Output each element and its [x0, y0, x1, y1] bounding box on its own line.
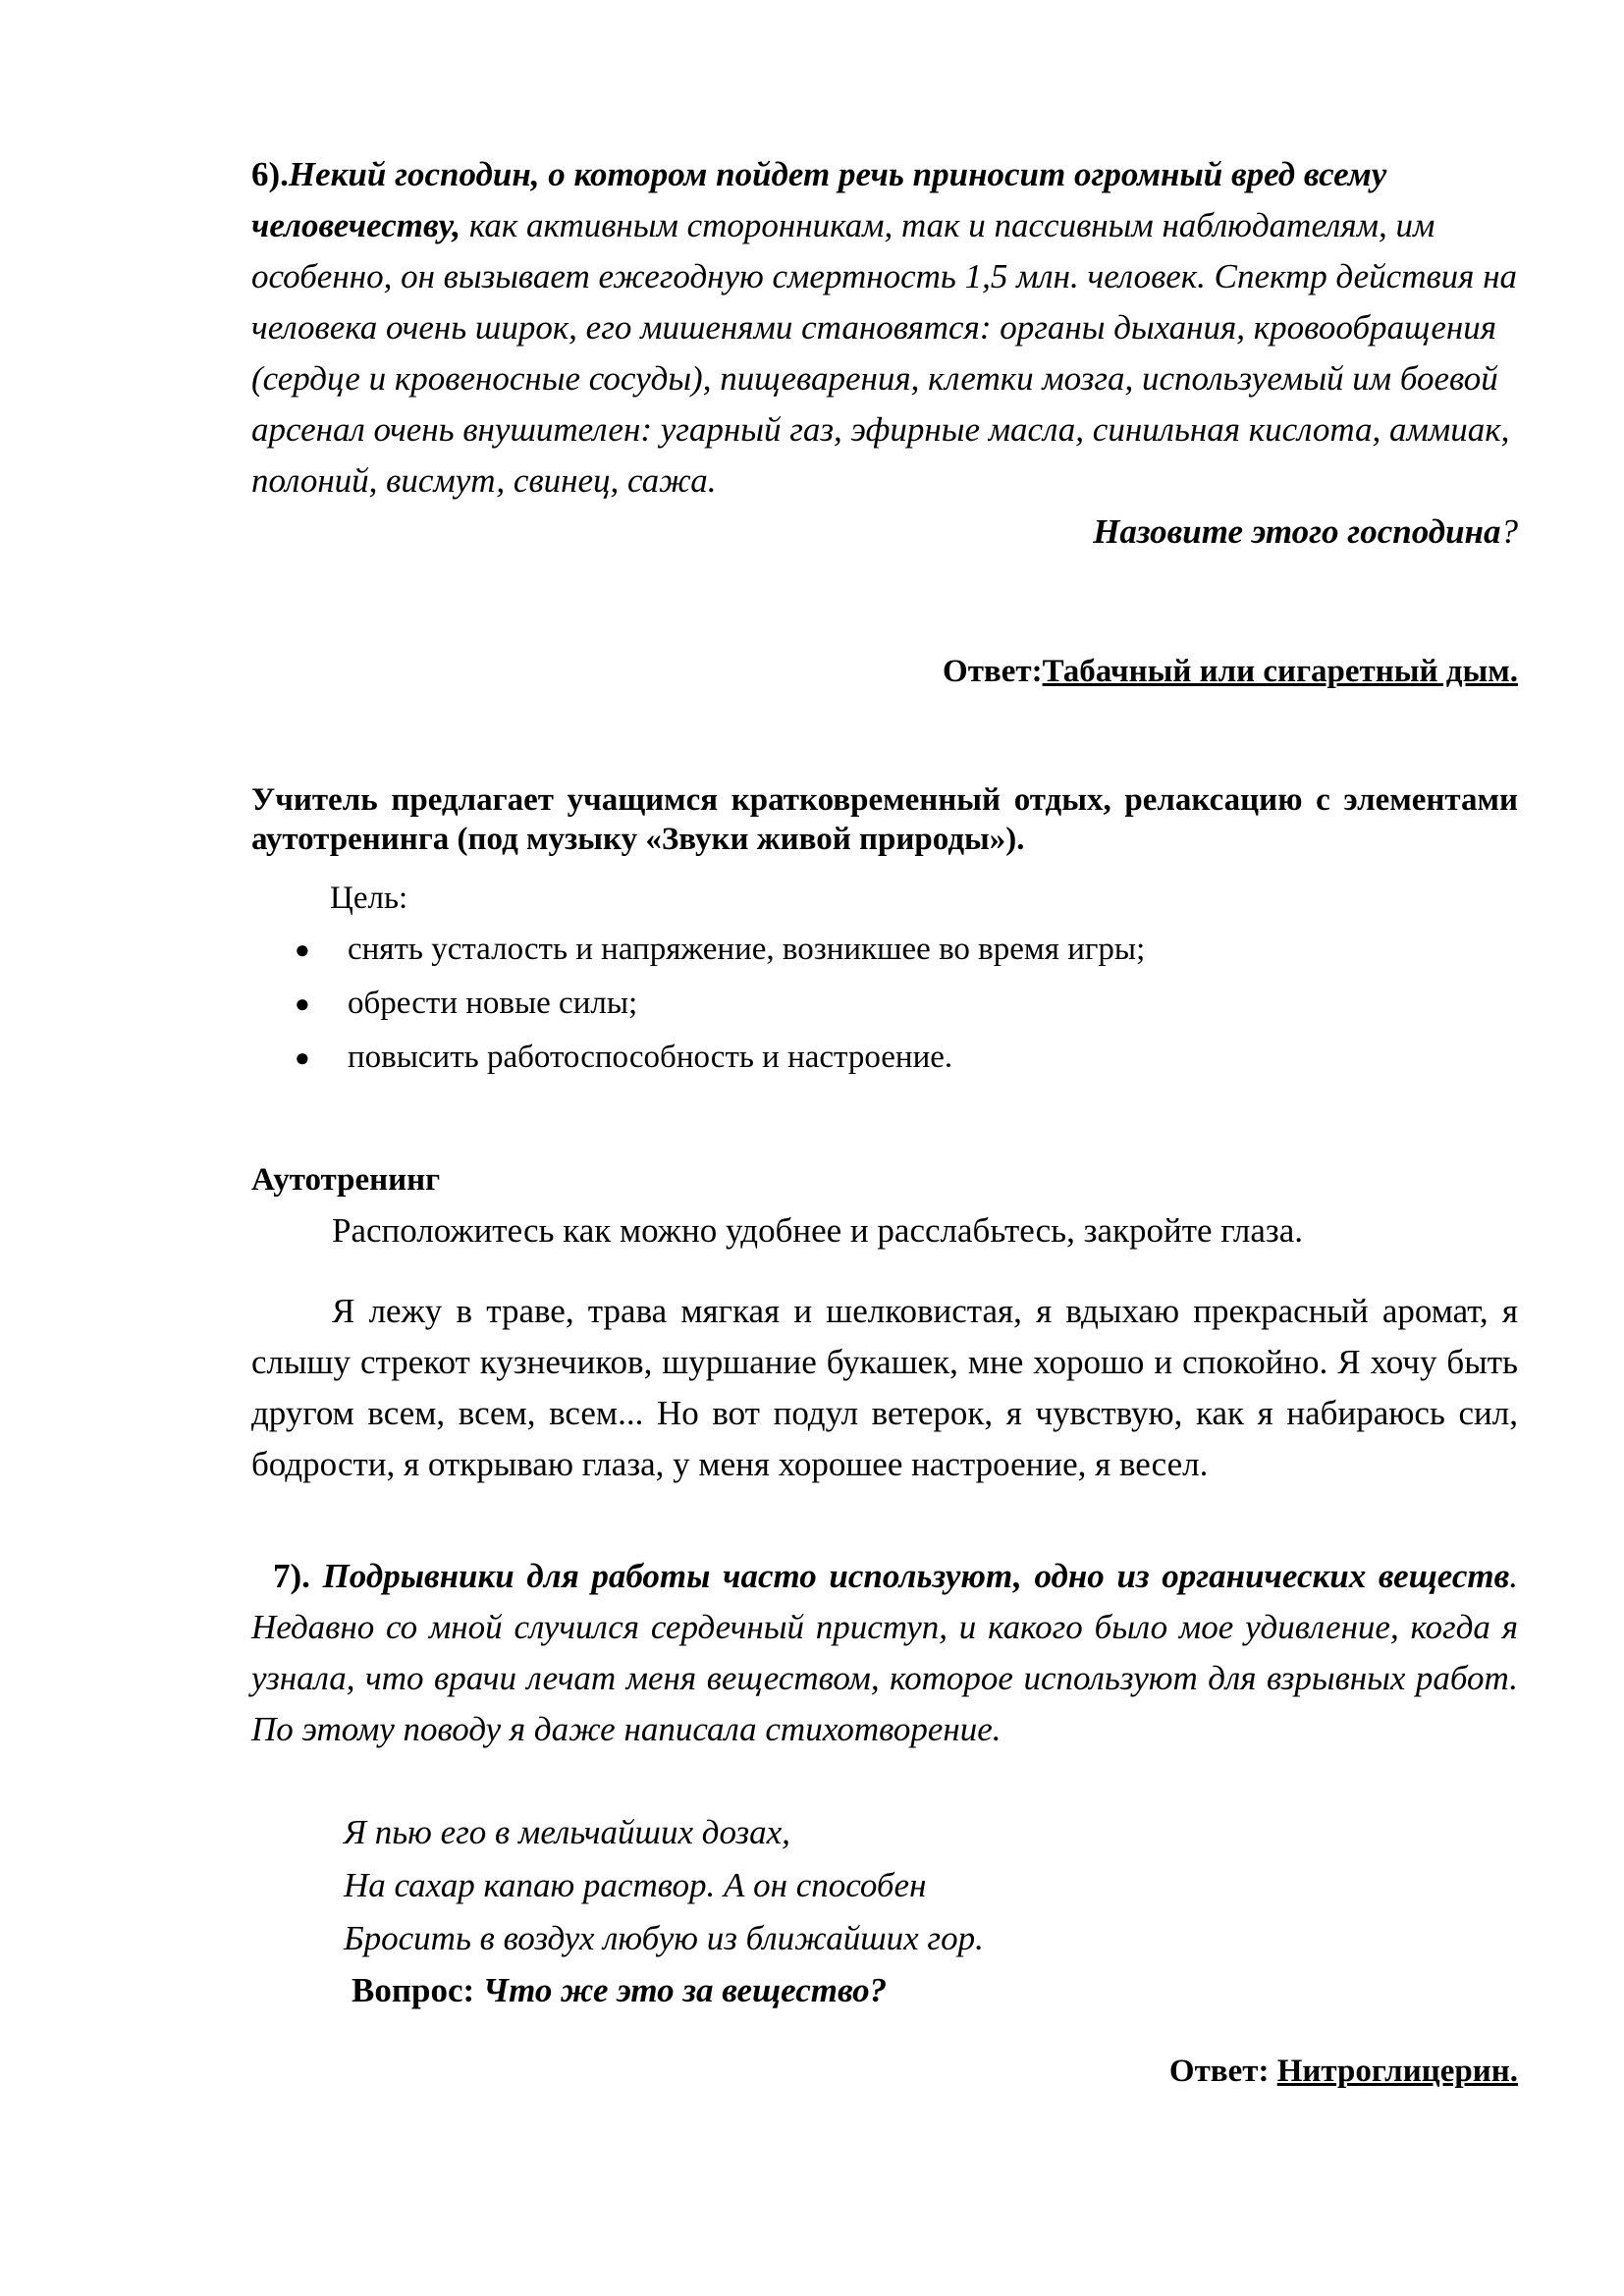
question-6-number: 6). — [251, 155, 289, 193]
teacher-instruction — [251, 780, 1518, 859]
goal-item — [295, 923, 1522, 977]
goal-item — [295, 977, 1522, 1031]
autotraining-text: Я лежу в траве, трава мягкая и шелковистая, я вдыхаю прекрасный аромат, я слышу стрекот кузнечиков, шуршание букашек, мне хорошо и спокойно. Я хочу быть другом всем, всем, всем... Но вот подул ветерок, я чувствую, как я набираюсь сил, бодрости, я открываю глаза, у меня хорошее настроение, я весел. — [251, 1292, 1518, 1483]
question-6-ask-text: Назовите этого господина — [1093, 512, 1501, 551]
goal-list — [295, 923, 1522, 1085]
answer-6-text: Табачный или сигаретный дым. — [1042, 654, 1518, 689]
answer-7-label: Ответ: — [1168, 2054, 1277, 2089]
teacher-instruction-text: Учитель предлагает учащимся кратковременный отдых, релаксацию с элементами аутотренинга (под музыку «Звуки живой природы»). — [251, 782, 1518, 857]
poem-line: Я пью его в мельчайших дозах, — [344, 1813, 790, 1851]
question-7-body: . Недавно со мной случился сердечный приступ, и какого было мое удивление, когда я узнала, что врачи лечат меня веществом, которое используют для взрывных работ. По этому поводу я даже написала стихотворение. — [251, 1557, 1519, 1748]
question-7-ask-text: Что же это за вещество? — [482, 1971, 888, 2009]
question-6 — [251, 149, 1518, 558]
answer-7-text: Нитроглицерин. — [1276, 2054, 1518, 2089]
goal-item-text: повысить работоспособность и настроение. — [348, 1040, 953, 1075]
goal-item-text: снять усталость и напряжение, возникшее во время игры; — [348, 932, 1146, 967]
goal-item-text: обрести новые силы; — [348, 986, 638, 1021]
question-7 — [251, 1551, 1518, 1755]
question-6-ask — [251, 507, 1518, 558]
poem — [344, 1806, 1522, 1965]
question-7-ask-label: Вопрос: — [352, 1971, 483, 2009]
bullet-icon: ● — [295, 1043, 310, 1072]
goal-label: Цель: — [330, 881, 408, 916]
autotraining-title: Аутотренинг — [251, 1162, 441, 1198]
bullet-icon: ● — [295, 935, 310, 964]
answer-7 — [1169, 2050, 1518, 2093]
answer-6 — [943, 650, 1518, 693]
answer-6-label: Ответ: — [943, 654, 1043, 689]
question-7-ask — [352, 1965, 887, 2016]
bullet-icon: ● — [295, 989, 310, 1018]
question-6-lead: Некий господин, о котором пойдет речь приносит огромный вред всему человечеству, — [251, 155, 1387, 244]
poem-line: На сахар капаю раствор. А он способен — [344, 1866, 927, 1904]
question-7-lead: Подрывники для работы часто используют, одно из органических веществ — [322, 1557, 1510, 1595]
goal-item — [295, 1031, 1522, 1085]
question-6-body: как активным сторонникам, так и пассивным наблюдателям, им особенно, он вызывает ежегодную смертность 1,5 млн. человек. Спектр действия на человека очень широк, его мишенями становятся: органы дыхания, кровообращения (сердце и кровеносные сосуды), пищеварения, клетки мозга, используемый им боевой арсенал очень внушителен: угарный газ, эфирные масла, синильная кислота, аммиак, полоний, висмут, свинец, сажа. — [251, 206, 1518, 500]
question-7-number: 7). — [273, 1557, 310, 1595]
poem-line: Бросить в воздух любую из ближайших гор. — [344, 1919, 984, 1957]
autotraining-intro: Расположитесь как можно удобнее и расслабьтесь, закройте глаза. — [332, 1211, 1304, 1250]
question-6-ask-mark: ? — [1500, 512, 1518, 551]
